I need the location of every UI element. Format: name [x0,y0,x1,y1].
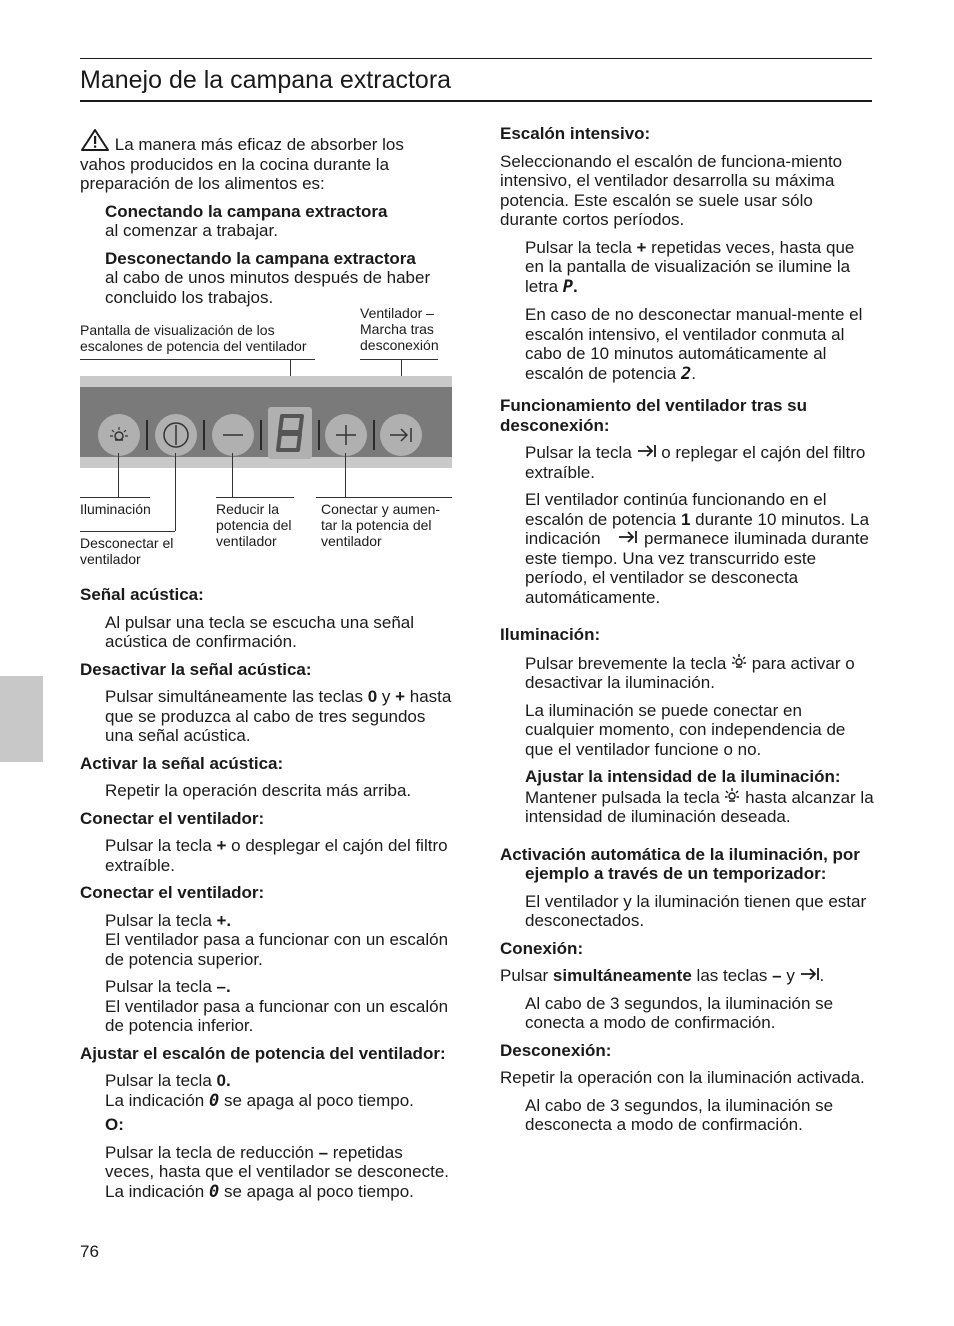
section-text: Repetir la operación con la iluminación activada. [500,1068,865,1087]
section-text: Pulsar la tecla +. El ventilador pasa a funcionar con un escalón de potencia superior. [105,910,449,969]
section-text: Pulsar la tecla –. El ventilador pasa a funcionar con un escalón de potencia inferior. [105,977,449,1035]
section-heading: Conexión: [500,938,584,958]
connect-tip: Conectando la campana extractora al comenzar a trabajar. [105,201,388,240]
section-text: La iluminación se puede conectar en cualquier momento, con independencia de que el ventilador funcione o no. [525,700,846,759]
section-text: Al cabo de 3 segundos, la iluminación se conecta a modo de confirmación. [525,993,834,1032]
right-column [500,124,874,1135]
section-text: Ajustar la intensidad de la iluminación: Mantener pulsada la tecla hasta alcanzar la intensidad de iluminación deseada. [525,767,874,826]
section-text: Seleccionando el escalón de funciona-miento intensivo, el ventilador desarrolla su máxima potencia. Este escalón se suele usar sólo durante cortos períodos. [500,151,843,229]
page-title: Manejo de la campana extractora [80,66,452,94]
display-two: 2 [680,363,692,384]
section-text: Pulsar simultáneamente las teclas – y . [500,966,825,985]
section-text: Repetir la operación descrita más arriba. [105,781,412,800]
left-column-intro [80,128,452,307]
display-zero: 0 [208,1090,220,1111]
section-text: Pulsar la tecla 0. La indicación 0 se apaga al poco tiempo. [105,1071,414,1111]
disconnect-tip: Desconectando la campana extractora al cabo de unos minutos después de haber concluido los trabajos. [105,248,431,307]
section-heading: Iluminación: [500,625,601,644]
section-heading: Conectar el ventilador: [80,808,265,828]
section-heading: Conectar el ventilador: [80,883,265,902]
label-power-off: Desconectar el ventilador [80,535,174,567]
section-heading: Activación automática de la iluminación, por ejemplo a través de un temporizador: [500,844,860,883]
minus-button[interactable] [212,414,254,456]
warning-icon [80,128,110,152]
display-segment [268,407,312,459]
section-text: El ventilador continúa funcionando en el escalón de potencia 1 durante 10 minutos. La indicación permanece iluminada durante este tiempo. Una vez transcurrido este período, el ventilador se desconecta automáticamente. [525,490,870,607]
after-run-icon [637,444,657,458]
section-heading: Desconexión: [500,1040,612,1060]
section-heading: Ajustar el escalón de potencia del ventilador: [80,1043,446,1063]
header-rule-top [80,58,872,59]
left-column-sections [80,585,456,1202]
display-p: P [562,276,574,297]
side-tab [0,676,43,762]
control-panel-diagram [80,300,452,580]
after-run-icon [800,967,820,981]
section-text: El ventilador y la iluminación tienen que estar desconectados. [525,891,867,930]
section-heading: Activar la señal acústica: [80,753,284,773]
section-text: Pulsar la tecla o replegar el cajón del filtro extraíble. [525,443,866,482]
plus-button[interactable] [325,414,367,456]
warning-text: La manera más eficaz de absorber los vahos producidos en la cocina durante la preparación de los alimentos es: [80,135,404,193]
header-rule-bottom [80,100,872,102]
section-text: Al cabo de 3 segundos, la iluminación se desconecta a modo de confirmación. [525,1095,834,1134]
after-run-button[interactable] [380,414,422,456]
section-text: Pulsar la tecla + o desplegar el cajón del filtro extraíble. [105,836,448,875]
section-or: O: [105,1115,124,1134]
section-heading: Señal acústica: [80,585,204,604]
warning-paragraph [80,128,452,194]
section-heading: Funcionamiento del ventilador tras su desconexión: [500,396,807,435]
label-display: Pantalla de visualización de los escalones de potencia del ventilador [80,322,307,354]
control-panel [80,376,452,468]
label-after-run: Ventilador – Marcha tras desconexión [360,305,439,353]
display-zero: 0 [208,1181,220,1202]
section-heading: Desactivar la señal acústica: [80,659,312,679]
section-text: Pulsar la tecla + repetidas veces, hasta que en la pantalla de visualización se ilumine la letra P. [525,237,855,297]
section-text: Pulsar simultáneamente las teclas 0 y + hasta que se produzca al cabo de tres segundos una señal acústica. [105,687,452,745]
label-reduce: Reducir la potencia del ventilador [216,501,292,549]
light-button[interactable] [98,414,140,456]
after-run-icon [605,530,639,544]
light-icon [724,787,740,803]
light-icon [731,653,747,669]
label-light: Iluminación [80,501,151,517]
label-increase: Conectar y aumen-tar la potencia del ventilador [321,501,441,549]
page-number: 76 [80,1242,99,1261]
section-text: Pulsar brevemente la tecla para activar o desactivar la iluminación. [525,653,855,692]
section-text: En caso de no desconectar manual-mente el escalón intensivo, el ventilador conmuta al cabo de 10 minutos automáticamente al escalón de potencia 2. [525,305,863,384]
section-heading: Escalón intensivo: [500,124,651,143]
section-text: Al pulsar una tecla se escucha una señal acústica de confirmación. [105,612,415,651]
power-off-button[interactable] [155,414,197,456]
section-text: Pulsar la tecla de reducción – repetidas veces, hasta que el ventilador se desconecte. La indicación 0 se apaga al poco tiempo. [105,1142,449,1202]
